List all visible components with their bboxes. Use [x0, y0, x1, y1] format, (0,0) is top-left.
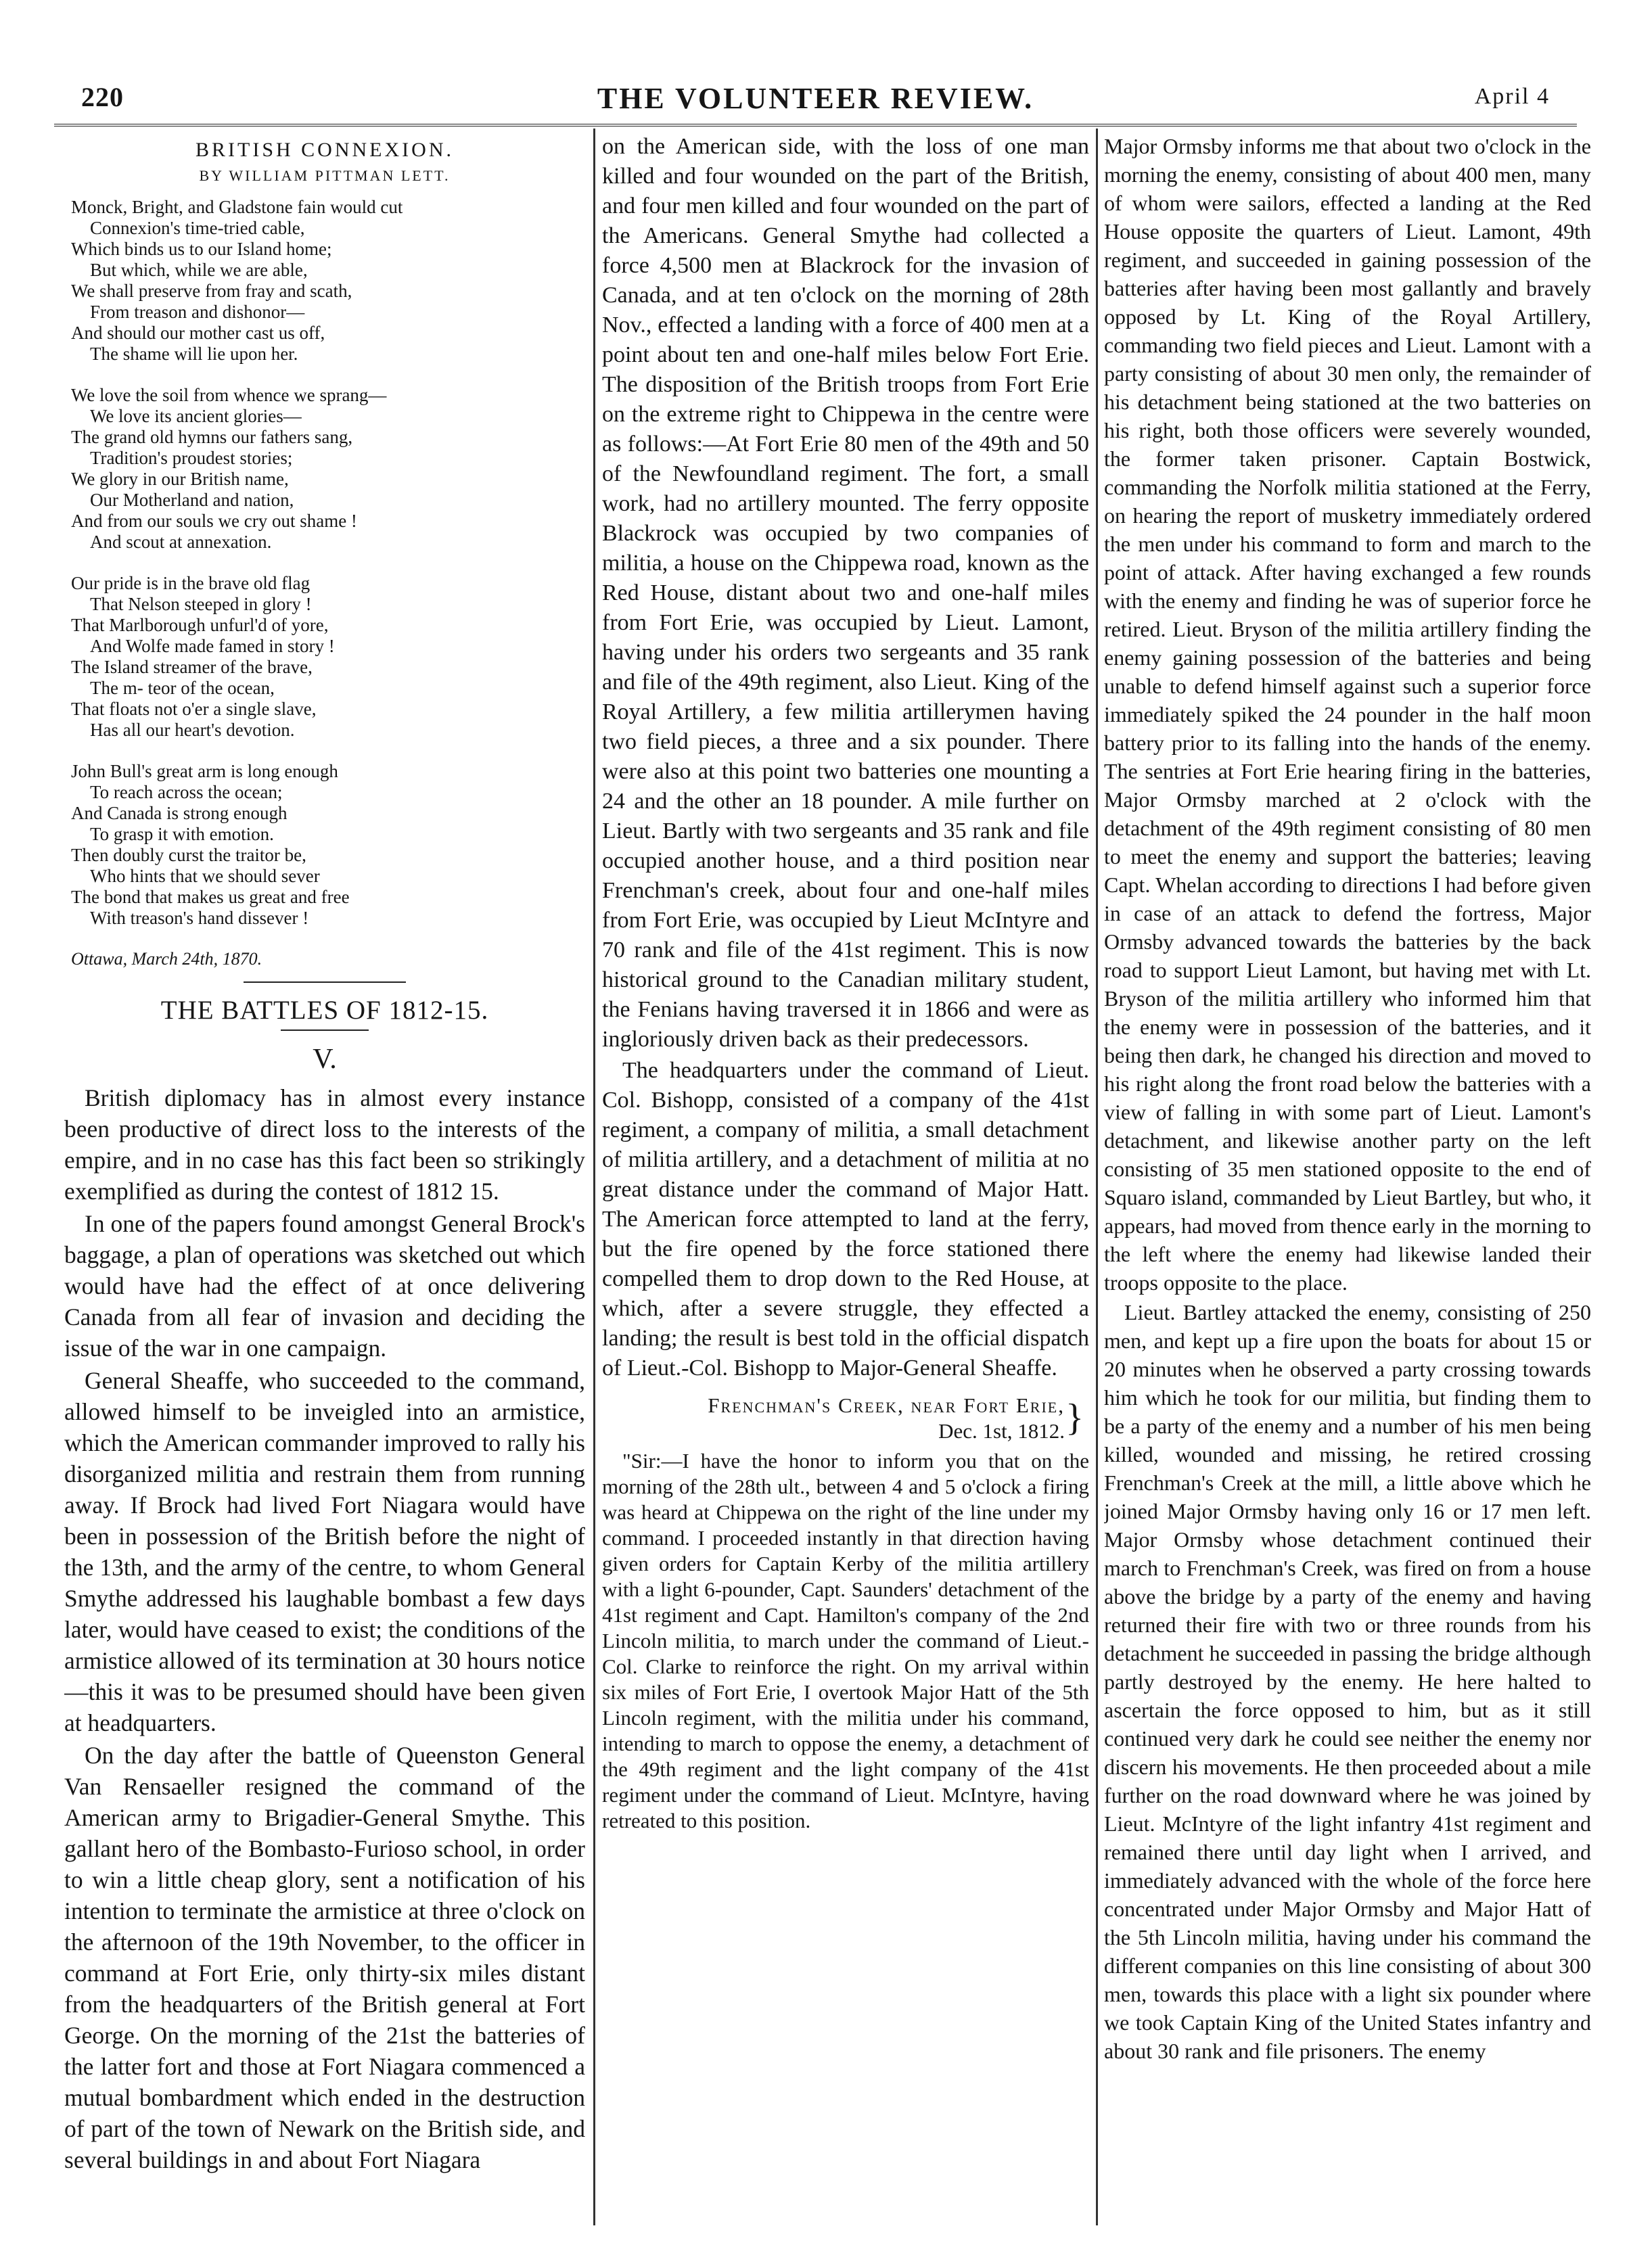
article-title: THE BATTLES OF 1812-15.	[160, 996, 489, 1025]
dispatch-letter: "Sir:—I have the honor to inform you that on the morning of the 28th ult., between 4 and 5 o'clock a firing was heard at Chippewa on the right of the line under my command. I proceeded instantly in that direction having given orders for Captain Kerby of the militia artillery with a light 6-pounder, Capt. Saunders' detachment of the 41st regiment and Capt. Hamilton's company of the 2nd Lincoln militia, to march under the command of Lieut.-Col. Clarke to reinforce the right. On my arrival within six miles of Fort Erie, I overtook Major Hatt of the 5th Lincoln regiment, with the militia under his command, intending to march to oppose the enemy, a detachment of the 49th regiment and the light company of the 41st regiment under the command of Lieut. McIntyre, having retreated to this position.	[602, 1449, 1089, 1832]
poem-line: We love its ancient glories—	[90, 406, 302, 426]
poem-line: The grand old hymns our fathers sang,	[71, 427, 353, 447]
poem-line: Then doubly curst the traitor be,	[71, 845, 306, 865]
issue-date: April 4	[1474, 84, 1550, 109]
poem-line: We glory in our British name,	[71, 469, 289, 489]
page-header	[68, 81, 1563, 119]
column-divider	[1096, 129, 1098, 2225]
poem-body	[64, 197, 585, 929]
poem-line: And should our mother cast us off,	[71, 323, 325, 343]
poem-line: But which, while we are able,	[90, 260, 308, 280]
column-2	[602, 132, 1089, 2222]
poem-line: Tradition's proudest stories;	[90, 448, 293, 468]
poem-line: Connexion's time-tried cable,	[90, 218, 305, 238]
poem-line: John Bull's great arm is long enough	[71, 761, 338, 781]
paragraph: General Sheaffe, who succeeded to the command, allowed himself to be inveigled into an armistice, which the American commander improved to rally his disorganized militia and restrain them from running away. If Brock had lived Fort Niagara would have been in possession of the British before the night of the 13th, and the army of the centre, to whom General Smythe addressed his laughable bombast a few days later, would have ceased to exist; the conditions of the armistice allowed of its termination at 30 hours notice—this it was to be presumed should have been given at headquarters.	[64, 1367, 585, 1736]
paragraph: Major Ormsby informs me that about two o'clock in the morning the enemy, consisting of about 400 men, many of whom were sailors, effected a landing at the Red House opposite the quarters of Lieut. Lamont, 49th regiment, and succeeded in gaining possession of the batteries after having been most gallantly and bravely opposed by Lt. King of the Royal Artillery, commanding two field pieces and Lieut. Lamont with a party consisting of about 30 men only, the remainder of his detachment being stationed at the two batteries on his right, both those officers were severely wounded, the former taken prisoner. Captain Bostwick, commanding the Norfolk militia stationed at the Ferry, on hearing the report of musketry immediately ordered the men under his command to form and march to the point of attack. After having exchanged a few rounds with the enemy and finding he was of superior force he retired. Lieut. Bryson of the militia artillery finding the enemy gaining possession of the batteries and being unable to defend himself against such a superior force immediately spiked the 24 pounder in the half moon battery prior to its falling into the hands of the enemy. The sentries at Fort Erie hearing firing in the batteries, Major Ormsby marched at 2 o'clock with the detachment of the 49th regiment consisting of 80 men to meet the enemy and support the batteries; leaving Capt. Whelan according to directions I had before given in case of an attack to defend the fortress, Major Ormsby advanced towards the batteries by the back road to support Lieut Lamont, but having met with Lt. Bryson of the militia artillery who informed him that the enemy were in possession of the batteries, and it being then dark, he changed his direction and moved to his right along the front road below the batteries with a view of falling in with some part of Lieut. Lamont's detachment, and likewise another party on the left consisting of 35 men stationed opposite to the end of Squaro island, commanded by Lieut Bartley, but who, it appears, had moved from thence early in the morning to the left where the enemy had likewise landed their troops opposite to the place.	[1104, 134, 1591, 1295]
poem-line: We love the soil from whence we sprang—	[71, 385, 387, 405]
paragraph: On the day after the battle of Queenston General Van Rensaeller resigned the command of the American army to Brigadier-General Smythe. This gallant hero of the Bombasto-Furioso school, in order to win a little cheap glory, sent a notification of his intention to terminate the armistice at three o'clock on the afternoon of the 19th November, to the officer in command at Fort Erie, only thirty-six miles distant from the headquarters of the British general at Fort George. On the morning of the 21st the batteries of the latter fort and those at Fort Niagara commenced a mutual bombardment which ended in the destruction of part of the town of Newark on the British side, and several buildings in and about Fort Niagara	[64, 1742, 585, 2173]
header-rule	[54, 124, 1577, 126]
poem-line: The Island streamer of the brave,	[71, 657, 313, 677]
poem-line: That Nelson steeped in glory !	[90, 594, 312, 614]
paragraph: Lieut. Bartley attacked the enemy, consisting of 250 men, and kept up a fire upon the boats for about 15 or 20 minutes when he observed a party crossing towards him which he took for our militia, but finding them to be a party of the enemy and a number of his men being killed, wounded and missing, he retired crossing Frenchman's Creek at the mill, a little above which he joined Major Ormsby having only 16 or 17 men left. Major Ormsby whose detachment continued their march to Frenchman's Creek, was fired on from a house above the bridge by a party of the enemy and having returned their fire with two or three rounds from his detachment he succeeded in passing the bridge although partly destroyed by the enemy. He here halted to ascertain the force opposed to him, but as it still continued very dark he could see neither the enemy nor discern his movements. He then proceeded about a mile further on the road downward where he was joined by Lieut. McIntyre of the light infantry 41st regiment and remained there until day light when I arrived, and immediately advanced with the whole of the force here concentrated under Major Ormsby and Major Hatt of the 5th Lincoln militia, having under his command the different companies on this line consisting of about 300 men, towards this place with a light six pounder where we took Captain King of the United States infantry and about 30 rank and file prisoners. The enemy	[1104, 1300, 1591, 2063]
brace: }	[1065, 1397, 1084, 1439]
paragraph: British diplomacy has in almost every instance been productive of direct loss to the interests of the empire, and in no case has this fact been so strikingly exemplified as during the contest of 1812 15.	[64, 1084, 585, 1205]
paragraph: In one of the papers found amongst General Brock's baggage, a plan of operations was sketched out which would have had the effect of at once delivering Canada from all fear of invasion and deciding the issue of the war in one campaign.	[64, 1210, 585, 1362]
column-1	[64, 132, 585, 2222]
poem-line: Has all our heart's devotion.	[90, 720, 295, 740]
poem-line: The shame will lie upon her.	[90, 344, 298, 364]
page-number: 220	[81, 82, 124, 112]
dispatch-date: Dec. 1st, 1812.	[938, 1419, 1065, 1443]
poem-stanza	[71, 385, 585, 553]
poem-line: Who hints that we should sever	[90, 866, 320, 886]
poem-stanza	[71, 573, 585, 741]
poem-line: And scout at annexation.	[90, 532, 272, 552]
poem-author: BY WILLIAM PITTMAN LETT.	[199, 167, 451, 184]
poem-line: That floats not o'er a single slave,	[71, 699, 317, 719]
poem-line: That Marlborough unfurl'd of yore,	[71, 615, 329, 635]
dispatch-place: Frenchman's Creek, near Fort Erie,	[708, 1393, 1065, 1417]
poem-title: BRITISH CONNEXION.	[196, 139, 454, 161]
poem-stanza	[71, 197, 585, 365]
poem-signature: Ottawa, March 24th, 1870.	[71, 949, 262, 969]
article-number: V.	[313, 1044, 337, 1075]
poem-line: Our Motherland and nation,	[90, 490, 294, 510]
poem-line: We shall preserve from fray and scath,	[71, 281, 352, 301]
poem-line: The bond that makes us great and free	[71, 887, 350, 907]
poem-stanza	[71, 761, 585, 929]
poem-line: To grasp it with emotion.	[90, 824, 274, 844]
poem-line: And Canada is strong enough	[71, 803, 288, 823]
poem-line: Which binds us to our Island home;	[71, 239, 332, 259]
section-divider	[244, 981, 406, 983]
paragraph: on the American side, with the loss of one man killed and four wounded on the part of the British, and four men killed and four wounded on the part of the Americans. General Smythe had collected a force 4,500 men at Blackrock for the invasion of Canada, and at ten o'clock on the morning of 28th Nov., effected a landing with a force of 400 men at a point about ten and one-half miles below Fort Erie. The disposition of the British troops from Fort Erie on the extreme right to Chippewa in the centre were as follows:—At Fort Erie 80 men of the 49th and 50 of the Newfoundland regiment. The fort, a small work, had no artillery mounted. The ferry opposite Blackrock was occupied by two companies of militia, a house on the Chippewa road, known as the Red House, distant about two and one-half miles from Fort Erie, was occupied by Lieut. Lamont, having under his orders two sergeants and 35 rank and file of the 49th regiment, also Lieut. King of the Royal Artillery, a few militia artillerymen having two field pieces, a three and a six pounder. There were also at this point two batteries one mounting a 24 and the other an 18 pounder. A mile further on Lieut. Bartly with two sergeants and 35 rank and file occupied another house, and a third position near Frenchman's creek, about four and one-half miles from Fort Erie, was occupied by Lieut McIntyre and 70 rank and file of the 41st regiment. This is now historical ground to the Canadian military student, the Fenians having traversed it in 1866 and were as ingloriously driven back as their predecessors.	[602, 134, 1089, 1052]
column-divider	[593, 129, 595, 2225]
dispatch-dateline	[602, 1393, 1089, 1444]
journal-title: THE VOLUNTEER REVIEW.	[597, 82, 1034, 115]
title-underline	[281, 1029, 369, 1031]
poem-line: And from our souls we cry out shame !	[71, 511, 357, 531]
poem-line: To reach across the ocean;	[90, 782, 283, 802]
paragraph: The headquarters under the command of Lieut. Col. Bishopp, consisted of a company of the 41st regiment, a company of militia, a small detachment of militia artillery, and a detachment of militia at no great distance under the command of Major Hatt. The American force attempted to land at the ferry, but the fire opened by the force stationed there compelled them to drop down to the Red House, at which, after a severe struggle, they effected a landing; the result is best told in the official dispatch of Lieut.-Col. Bishopp to Major-General Sheaffe.	[602, 1058, 1089, 1381]
poem-line: Monck, Bright, and Gladstone fain would cut	[71, 197, 403, 217]
poem-line: With treason's hand dissever !	[90, 908, 309, 928]
poem-line: And Wolfe made famed in story !	[90, 636, 335, 656]
column-3	[1104, 132, 1591, 2222]
poem-line: The m- teor of the ocean,	[90, 678, 275, 698]
poem-line: Our pride is in the brave old flag	[71, 573, 311, 593]
poem-line: From treason and dishonor—	[90, 302, 305, 322]
